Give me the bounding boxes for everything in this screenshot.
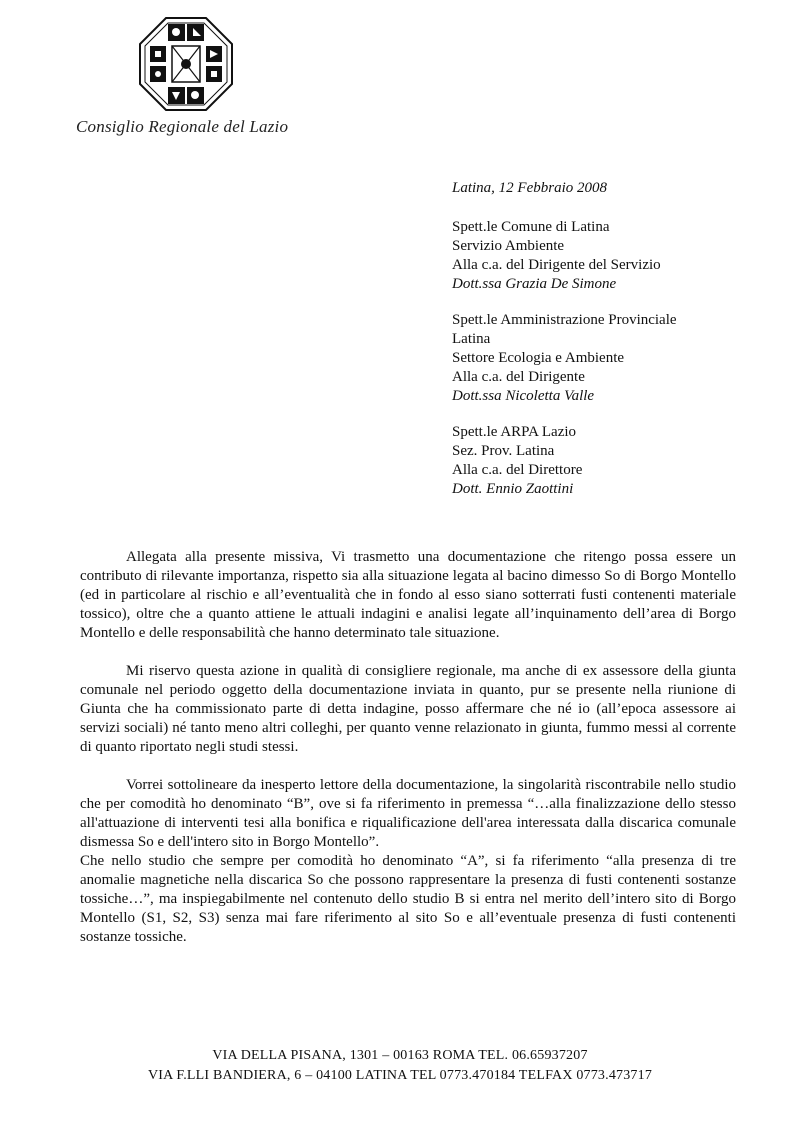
- recipient-arpa: [452, 423, 677, 499]
- recipient-line: Sez. Prov. Latina: [452, 443, 555, 459]
- recipient-line: Spett.le ARPA Lazio: [452, 424, 577, 440]
- recipient-line: Alla c.a. del Dirigente: [452, 369, 585, 385]
- recipient-signatory: Dott. Ennio Zaottini: [452, 481, 574, 497]
- regional-council-emblem-icon: [138, 16, 234, 112]
- recipient-signatory: Dott.ssa Grazia De Simone: [452, 276, 617, 292]
- body-paragraph: Allegata alla presente missiva, Vi trasmetto una documentazione che ritengo possa essere un contributo di rilevante importanza, rispetto sia alla situazione legata al bacino dimesso So di Borgo Montello (ed in particolare al rischio e all’eventualità che in fondo al esso siano sotterrati fusti contenenti materiale tossico), oltre che a quanto attiene le attuali indagini e analisi legate all’inquinamento dell’area di Borgo Montello e delle responsabilità che hanno determinato tale situazione.: [80, 549, 736, 641]
- recipient-line: Alla c.a. del Dirigente del Servizio: [452, 257, 661, 273]
- letter-date: Latina, 12 Febbraio 2008: [452, 180, 608, 196]
- recipients-block: [452, 218, 677, 516]
- recipient-line: Spett.le Comune di Latina: [452, 219, 610, 235]
- recipient-comune: [452, 218, 677, 294]
- letter-body: [80, 548, 736, 947]
- footer-address-rome: VIA DELLA PISANA, 1301 – 00163 ROMA TEL. 06.65937207: [212, 1048, 588, 1063]
- body-paragraph: Vorrei sottolineare da inesperto lettore della documentazione, la singolarità riscontrabile nello studio che per comodità ho denominato “B”, ove si fa riferimento in premessa “…alla finalizzazione dello stesso all'attuazione di interventi tesi alla bonifica e riqualificazione dell'area interessata dalla discarica comunale dismessa So e dell'intero sito in Borgo Montello”.: [80, 777, 736, 850]
- letterhead-footer: [0, 1046, 800, 1086]
- recipient-provincia: [452, 311, 677, 406]
- recipient-line: Settore Ecologia e Ambiente: [452, 350, 625, 366]
- recipient-line: Spett.le Amministrazione Provinciale: [452, 312, 677, 328]
- recipient-line: Alla c.a. del Direttore: [452, 462, 583, 478]
- body-paragraph: Mi riservo questa azione in qualità di consigliere regionale, ma anche di ex assessore della giunta comunale nel periodo oggetto della documentazione inviata in quanto, pur se presente nella riunione di Giunta che ha commissionato parte di detta indagine, posso affermare che né io (all’epoca assessore ai servizi sociali) né tanto meno altri colleghi, per quanto venne relazionato in giunta, fummo messi al corrente di quanto riportato negli studi stessi.: [80, 663, 736, 755]
- recipient-signatory: Dott.ssa Nicoletta Valle: [452, 388, 595, 404]
- recipient-line: Latina: [452, 331, 491, 347]
- recipient-line: Servizio Ambiente: [452, 238, 565, 254]
- footer-address-latina: VIA F.LLI BANDIERA, 6 – 04100 LATINA TEL 0773.470184 TELFAX 0773.473717: [147, 1068, 653, 1083]
- institution-name: Consiglio Regionale del Lazio: [76, 117, 289, 136]
- body-paragraph: Che nello studio che sempre per comodità ho denominato “A”, si fa riferimento “alla presenza di tre anomalie magnetiche nella discarica So che possono rappresentare la presenza di fusti contenenti sostanze tossiche…”, ma inspiegabilmente nel contenuto dello studio B si entra nel merito dell’intero sito di Borgo Montello (S1, S2, S3) senza mai fare riferimento al sito So e all’eventuale presenza di fusti contenenti sostanze tossiche.: [80, 853, 736, 945]
